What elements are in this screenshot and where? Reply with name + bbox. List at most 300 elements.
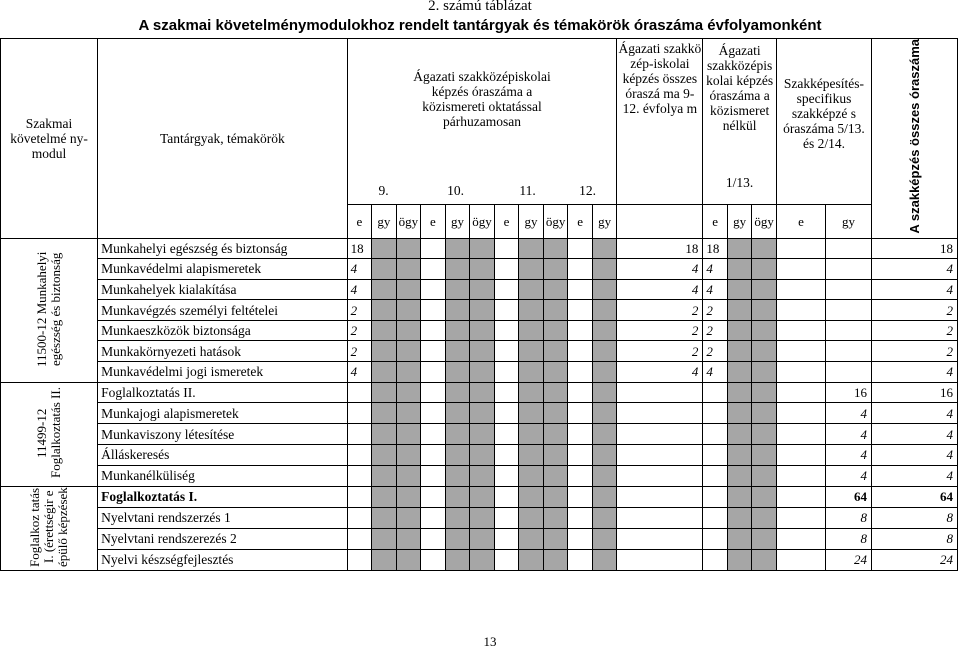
shaded-cell xyxy=(396,528,421,549)
shaded-cell xyxy=(727,507,752,528)
total-all-cell: 24 xyxy=(871,549,957,570)
subject-name: Munkahelyi egészség és biztonság xyxy=(98,238,347,259)
shaded-cell xyxy=(752,382,777,403)
shaded-cell xyxy=(727,362,752,383)
spec-e-cell xyxy=(776,362,825,383)
header-total-all xyxy=(871,39,957,239)
spec-e-cell xyxy=(776,341,825,362)
value-cell: 4 xyxy=(347,279,372,300)
subhead-cell: ögy xyxy=(543,204,568,238)
shaded-cell xyxy=(727,445,752,466)
shaded-cell xyxy=(752,465,777,486)
value-cell xyxy=(703,424,728,445)
shaded-cell xyxy=(396,259,421,280)
shaded-cell xyxy=(543,300,568,321)
shaded-cell xyxy=(372,465,397,486)
table-row xyxy=(1,465,958,486)
shaded-cell xyxy=(727,382,752,403)
total-9-12-cell: 2 xyxy=(617,320,703,341)
spec-gy-cell xyxy=(825,320,871,341)
shaded-cell xyxy=(592,362,617,383)
subhead-cell: e xyxy=(421,204,446,238)
spec-e-cell xyxy=(776,465,825,486)
module-label: 11499-12 Foglalkoztatás II. xyxy=(34,387,64,479)
shaded-cell xyxy=(727,465,752,486)
table-row xyxy=(1,300,958,321)
shaded-cell xyxy=(519,486,544,507)
shaded-cell xyxy=(372,279,397,300)
value-cell xyxy=(568,382,593,403)
subject-name: Álláskeresés xyxy=(98,445,347,466)
total-9-12-cell xyxy=(617,528,703,549)
spec-gy-cell xyxy=(825,362,871,383)
spec-e-cell xyxy=(776,528,825,549)
shaded-cell xyxy=(470,259,495,280)
shaded-cell xyxy=(752,424,777,445)
shaded-cell xyxy=(470,362,495,383)
shaded-cell xyxy=(543,465,568,486)
value-cell xyxy=(494,362,519,383)
shaded-cell xyxy=(372,424,397,445)
shaded-cell xyxy=(543,507,568,528)
value-cell xyxy=(347,424,372,445)
shaded-cell xyxy=(752,320,777,341)
spec-gy-cell xyxy=(825,259,871,280)
table-row xyxy=(1,279,958,300)
header-total-all-text: A szakképzés összes óraszáma xyxy=(906,39,922,234)
shaded-cell xyxy=(470,238,495,259)
shaded-cell xyxy=(592,486,617,507)
spec-gy-cell xyxy=(825,279,871,300)
total-all-cell: 64 xyxy=(871,486,957,507)
total-all-cell: 4 xyxy=(871,279,957,300)
shaded-cell xyxy=(543,259,568,280)
shaded-cell xyxy=(445,238,470,259)
shaded-cell xyxy=(396,445,421,466)
subhead-cell: gy xyxy=(727,204,752,238)
subject-name: Munkavédelmi alapismeretek xyxy=(98,259,347,280)
subhead-cell: gy xyxy=(592,204,617,238)
value-cell: 4 xyxy=(347,362,372,383)
shaded-cell xyxy=(727,486,752,507)
value-cell xyxy=(494,382,519,403)
total-all-cell: 4 xyxy=(871,465,957,486)
module-cell xyxy=(1,486,98,570)
value-cell: 4 xyxy=(703,259,728,280)
shaded-cell xyxy=(592,549,617,570)
shaded-cell xyxy=(592,320,617,341)
spec-gy-cell: 24 xyxy=(825,549,871,570)
value-cell xyxy=(421,259,446,280)
shaded-cell xyxy=(396,341,421,362)
shaded-cell xyxy=(470,320,495,341)
value-cell xyxy=(703,486,728,507)
value-cell xyxy=(568,465,593,486)
subject-name: Munkavégzés személyi feltételei xyxy=(98,300,347,321)
shaded-cell xyxy=(519,320,544,341)
shaded-cell xyxy=(727,300,752,321)
total-all-cell: 18 xyxy=(871,238,957,259)
header-subjects: Tantárgyak, témakörök xyxy=(98,39,347,239)
shaded-cell xyxy=(592,424,617,445)
subject-name: Foglalkoztatás I. xyxy=(98,486,347,507)
total-9-12-cell: 18 xyxy=(617,238,703,259)
shaded-cell xyxy=(543,549,568,570)
shaded-cell xyxy=(372,507,397,528)
table-caption-number: 2. számú táblázat xyxy=(428,0,532,14)
subject-name: Munkahelyek kialakítása xyxy=(98,279,347,300)
shaded-cell xyxy=(519,403,544,424)
value-cell xyxy=(494,528,519,549)
shaded-cell xyxy=(592,445,617,466)
shaded-cell xyxy=(592,279,617,300)
header-year-10: 10. xyxy=(447,183,464,198)
value-cell xyxy=(347,528,372,549)
table-row xyxy=(1,486,958,507)
subhead-cell: ögy xyxy=(752,204,777,238)
shaded-cell xyxy=(445,341,470,362)
spec-e-cell xyxy=(776,445,825,466)
total-all-cell: 8 xyxy=(871,507,957,528)
value-cell xyxy=(494,549,519,570)
shaded-cell xyxy=(445,549,470,570)
value-cell xyxy=(421,528,446,549)
value-cell xyxy=(568,238,593,259)
shaded-cell xyxy=(592,341,617,362)
spec-gy-cell: 4 xyxy=(825,465,871,486)
shaded-cell xyxy=(396,300,421,321)
subhead-blank xyxy=(617,204,703,238)
value-cell xyxy=(703,465,728,486)
value-cell xyxy=(421,507,446,528)
header-without-general-text: Ágazati szakközépis kolai képzés óraszáma a közismeret nélkül xyxy=(706,43,774,133)
shaded-cell xyxy=(543,279,568,300)
spec-gy-cell: 8 xyxy=(825,507,871,528)
table-row xyxy=(1,528,958,549)
shaded-cell xyxy=(396,549,421,570)
value-cell xyxy=(421,549,446,570)
total-all-cell: 4 xyxy=(871,362,957,383)
total-all-cell: 8 xyxy=(871,528,957,549)
shaded-cell xyxy=(727,528,752,549)
shaded-cell xyxy=(543,424,568,445)
value-cell xyxy=(421,403,446,424)
value-cell xyxy=(703,507,728,528)
shaded-cell xyxy=(752,445,777,466)
spec-e-cell xyxy=(776,403,825,424)
shaded-cell xyxy=(752,341,777,362)
shaded-cell xyxy=(519,341,544,362)
table-row xyxy=(1,259,958,280)
header-total-9-12: Ágazati szakkö zép-iskolai képzés összes óraszá ma 9-12. évfolya m xyxy=(617,39,703,205)
subject-name: Nyelvtani rendszerzés 1 xyxy=(98,507,347,528)
value-cell xyxy=(421,486,446,507)
header-year-9: 9. xyxy=(378,183,389,198)
shaded-cell xyxy=(592,465,617,486)
shaded-cell xyxy=(372,549,397,570)
total-9-12-cell xyxy=(617,549,703,570)
value-cell xyxy=(421,382,446,403)
table-row xyxy=(1,507,958,528)
value-cell xyxy=(421,300,446,321)
page-number: 13 xyxy=(483,634,497,649)
total-9-12-cell xyxy=(617,382,703,403)
module-label: Foglalkoz tatás I. (érettségir e épülő képzések xyxy=(27,486,71,567)
shaded-cell xyxy=(543,403,568,424)
spec-e-cell xyxy=(776,279,825,300)
total-all-cell: 4 xyxy=(871,403,957,424)
spec-e-cell xyxy=(776,424,825,445)
value-cell xyxy=(421,320,446,341)
value-cell xyxy=(347,403,372,424)
shaded-cell xyxy=(470,465,495,486)
spec-e-cell xyxy=(776,549,825,570)
value-cell xyxy=(494,259,519,280)
table-row xyxy=(1,362,958,383)
header-specific: Szakképesítés-specifikus szakképzé s óraszáma 5/13. és 2/14. xyxy=(776,39,871,205)
spec-gy-cell: 4 xyxy=(825,445,871,466)
shaded-cell xyxy=(727,549,752,570)
shaded-cell xyxy=(543,382,568,403)
spec-gy-cell: 8 xyxy=(825,528,871,549)
shaded-cell xyxy=(445,259,470,280)
header-year-11: 11. xyxy=(519,183,536,198)
value-cell xyxy=(494,445,519,466)
spec-gy-cell: 4 xyxy=(825,403,871,424)
shaded-cell xyxy=(445,362,470,383)
total-all-cell: 2 xyxy=(871,320,957,341)
subject-name: Foglalkoztatás II. xyxy=(98,382,347,403)
subhead-cell: e xyxy=(494,204,519,238)
value-cell xyxy=(421,424,446,445)
module-label: 11500-12 Munkahelyi egészség és biztonság xyxy=(34,250,64,367)
table-row xyxy=(1,320,958,341)
subhead-cell: gy xyxy=(445,204,470,238)
value-cell xyxy=(347,445,372,466)
shaded-cell xyxy=(519,528,544,549)
shaded-cell xyxy=(470,528,495,549)
value-cell: 2 xyxy=(347,300,372,321)
value-cell xyxy=(494,341,519,362)
shaded-cell xyxy=(445,424,470,445)
total-9-12-cell: 4 xyxy=(617,259,703,280)
subject-name: Munkaeszközök biztonsága xyxy=(98,320,347,341)
spec-e-cell xyxy=(776,507,825,528)
value-cell xyxy=(568,549,593,570)
subhead-cell: gy xyxy=(825,204,871,238)
value-cell xyxy=(494,507,519,528)
shaded-cell xyxy=(396,238,421,259)
shaded-cell xyxy=(396,279,421,300)
total-9-12-cell: 4 xyxy=(617,362,703,383)
shaded-cell xyxy=(592,238,617,259)
value-cell xyxy=(568,279,593,300)
total-9-12-cell: 4 xyxy=(617,279,703,300)
shaded-cell xyxy=(445,528,470,549)
subhead-cell: ögy xyxy=(396,204,421,238)
shaded-cell xyxy=(396,320,421,341)
subhead-cell: e xyxy=(703,204,728,238)
header-module: Szakmai követelmé ny-modul xyxy=(1,39,98,239)
shaded-cell xyxy=(592,259,617,280)
value-cell xyxy=(568,528,593,549)
shaded-cell xyxy=(470,403,495,424)
subhead-cell: gy xyxy=(372,204,397,238)
table-row xyxy=(1,238,958,259)
shaded-cell xyxy=(543,238,568,259)
shaded-cell xyxy=(752,549,777,570)
shaded-cell xyxy=(543,320,568,341)
total-all-cell: 4 xyxy=(871,445,957,466)
spec-e-cell xyxy=(776,300,825,321)
value-cell xyxy=(568,486,593,507)
shaded-cell xyxy=(445,279,470,300)
subhead-cell: gy xyxy=(519,204,544,238)
shaded-cell xyxy=(519,279,544,300)
shaded-cell xyxy=(519,465,544,486)
value-cell xyxy=(494,486,519,507)
value-cell: 18 xyxy=(347,238,372,259)
spec-gy-cell xyxy=(825,341,871,362)
shaded-cell xyxy=(396,465,421,486)
value-cell xyxy=(568,259,593,280)
subhead-cell: ögy xyxy=(470,204,495,238)
total-9-12-cell xyxy=(617,424,703,445)
shaded-cell xyxy=(752,279,777,300)
shaded-cell xyxy=(445,382,470,403)
shaded-cell xyxy=(752,507,777,528)
value-cell xyxy=(703,382,728,403)
shaded-cell xyxy=(470,279,495,300)
header-years xyxy=(348,183,617,198)
total-9-12-cell: 2 xyxy=(617,341,703,362)
value-cell xyxy=(421,279,446,300)
value-cell xyxy=(568,320,593,341)
shaded-cell xyxy=(396,486,421,507)
total-9-12-cell xyxy=(617,403,703,424)
shaded-cell xyxy=(396,424,421,445)
shaded-cell xyxy=(519,445,544,466)
value-cell xyxy=(568,362,593,383)
shaded-cell xyxy=(470,424,495,445)
subhead-cell: e xyxy=(347,204,372,238)
shaded-cell xyxy=(445,486,470,507)
shaded-cell xyxy=(752,362,777,383)
table-row xyxy=(1,382,958,403)
value-cell: 4 xyxy=(703,362,728,383)
total-all-cell: 4 xyxy=(871,424,957,445)
shaded-cell xyxy=(752,259,777,280)
shaded-cell xyxy=(519,259,544,280)
value-cell: 2 xyxy=(703,341,728,362)
table-caption-title: A szakmai követelménymodulokhoz rendelt tantárgyak és témakörök óraszáma évfolyamonként xyxy=(138,17,822,34)
value-cell xyxy=(347,382,372,403)
total-all-cell: 4 xyxy=(871,259,957,280)
table-row xyxy=(1,403,958,424)
value-cell xyxy=(568,300,593,321)
total-9-12-cell xyxy=(617,486,703,507)
value-cell xyxy=(703,403,728,424)
shaded-cell xyxy=(470,382,495,403)
curriculum-table xyxy=(0,38,958,571)
table-row xyxy=(1,341,958,362)
subject-name: Munkajogi alapismeretek xyxy=(98,403,347,424)
shaded-cell xyxy=(445,445,470,466)
shaded-cell xyxy=(592,507,617,528)
value-cell xyxy=(421,341,446,362)
shaded-cell xyxy=(519,507,544,528)
total-all-cell: 2 xyxy=(871,341,957,362)
shaded-cell xyxy=(372,445,397,466)
shaded-cell xyxy=(752,403,777,424)
table-row xyxy=(1,424,958,445)
value-cell xyxy=(347,465,372,486)
shaded-cell xyxy=(372,320,397,341)
shaded-cell xyxy=(519,382,544,403)
shaded-cell xyxy=(727,403,752,424)
value-cell xyxy=(494,279,519,300)
value-cell: 2 xyxy=(347,320,372,341)
total-9-12-cell xyxy=(617,465,703,486)
subject-name: Munkaviszony létesítése xyxy=(98,424,347,445)
shaded-cell xyxy=(396,403,421,424)
value-cell xyxy=(494,300,519,321)
value-cell xyxy=(421,445,446,466)
spec-e-cell xyxy=(776,320,825,341)
shaded-cell xyxy=(372,362,397,383)
value-cell xyxy=(421,465,446,486)
shaded-cell xyxy=(727,279,752,300)
spec-gy-cell: 64 xyxy=(825,486,871,507)
value-cell xyxy=(494,320,519,341)
total-all-cell: 16 xyxy=(871,382,957,403)
shaded-cell xyxy=(727,341,752,362)
value-cell xyxy=(494,403,519,424)
spec-gy-cell xyxy=(825,300,871,321)
table-row xyxy=(1,549,958,570)
shaded-cell xyxy=(445,465,470,486)
subject-name: Munkanélküliség xyxy=(98,465,347,486)
header-without-general xyxy=(703,39,777,205)
shaded-cell xyxy=(543,445,568,466)
shaded-cell xyxy=(752,528,777,549)
shaded-cell xyxy=(727,424,752,445)
subject-name: Nyelvi készségfejlesztés xyxy=(98,549,347,570)
spec-gy-cell xyxy=(825,238,871,259)
subject-name: Munkakörnyezeti hatások xyxy=(98,341,347,362)
value-cell xyxy=(703,445,728,466)
shaded-cell xyxy=(543,341,568,362)
shaded-cell xyxy=(445,507,470,528)
spec-gy-cell: 16 xyxy=(825,382,871,403)
shaded-cell xyxy=(543,362,568,383)
header-year-12: 12. xyxy=(579,183,596,198)
shaded-cell xyxy=(372,238,397,259)
shaded-cell xyxy=(372,528,397,549)
shaded-cell xyxy=(752,300,777,321)
spec-gy-cell: 4 xyxy=(825,424,871,445)
shaded-cell xyxy=(470,486,495,507)
value-cell: 4 xyxy=(347,259,372,280)
shaded-cell xyxy=(727,238,752,259)
shaded-cell xyxy=(372,259,397,280)
shaded-cell xyxy=(592,300,617,321)
shaded-cell xyxy=(519,238,544,259)
value-cell xyxy=(421,238,446,259)
shaded-cell xyxy=(752,486,777,507)
shaded-cell xyxy=(543,486,568,507)
shaded-cell xyxy=(372,300,397,321)
